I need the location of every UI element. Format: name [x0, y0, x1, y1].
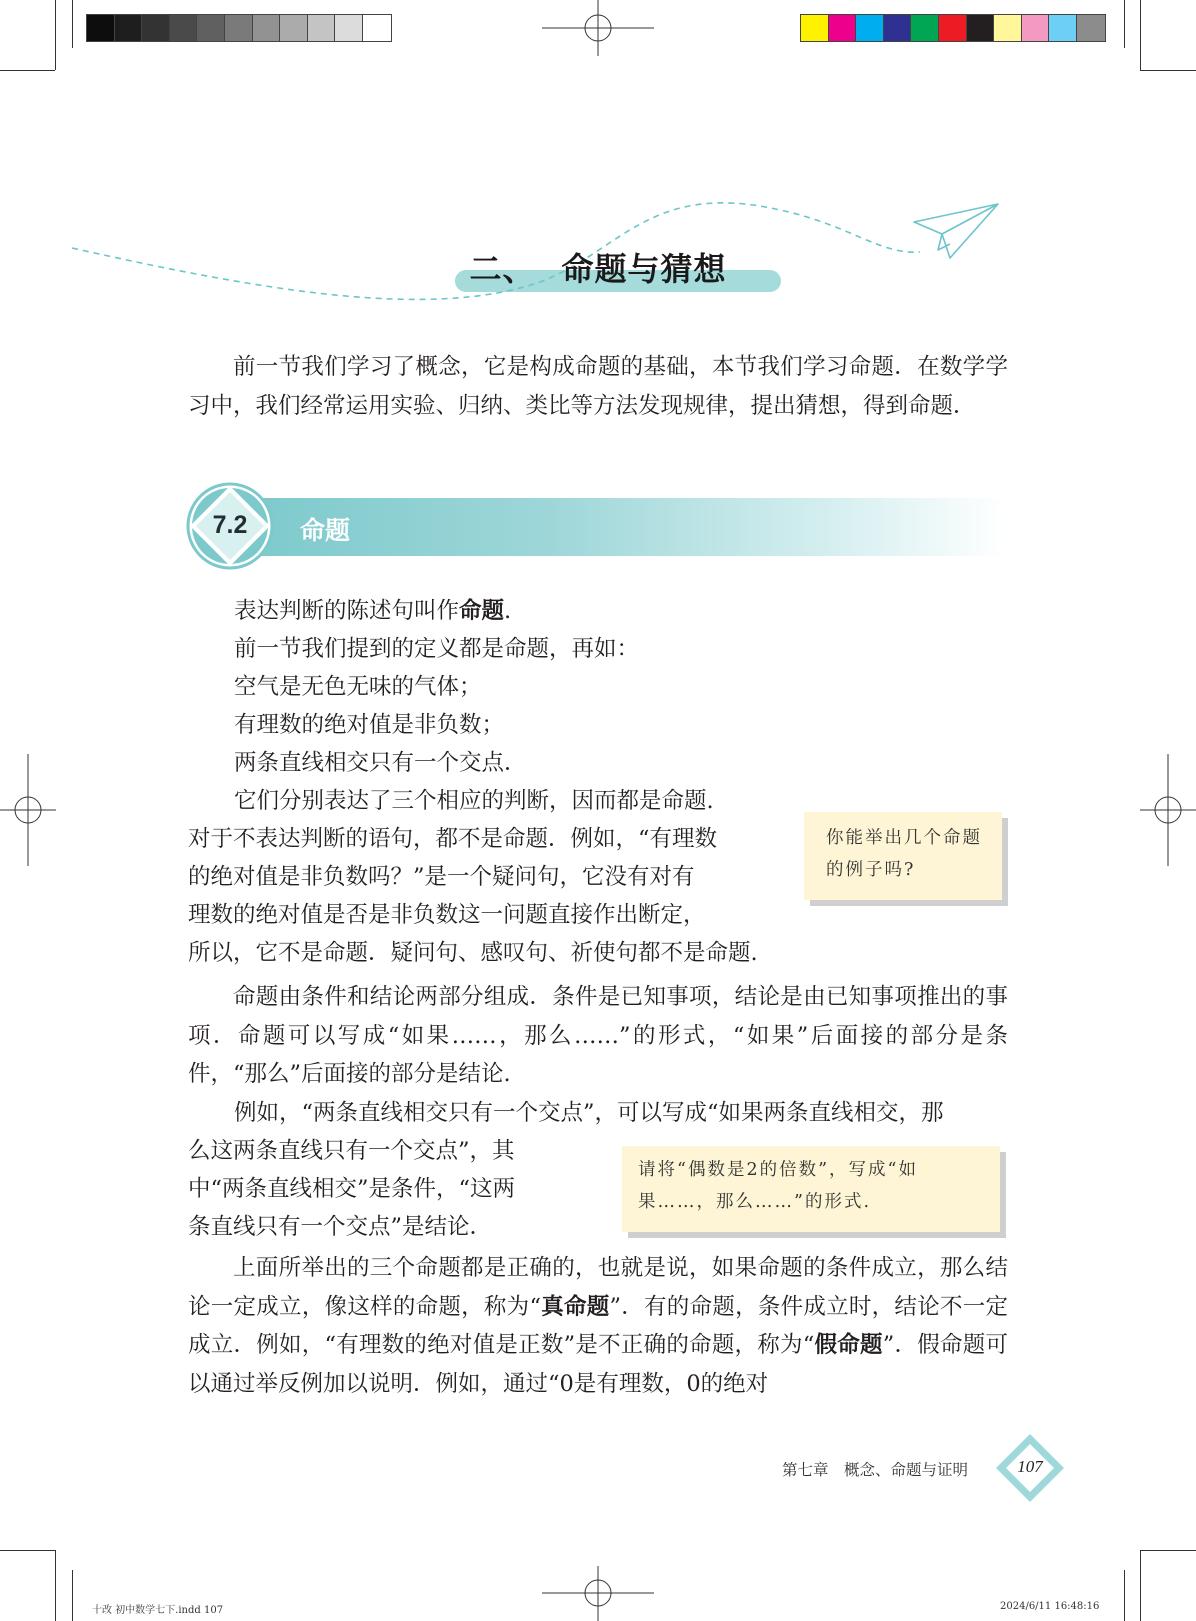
- color-swatch: [1049, 15, 1077, 41]
- gray-swatch: [308, 15, 336, 41]
- gray-swatch: [142, 15, 170, 41]
- side-note-2: 请将“偶数是2的倍数”，写成“如果……，那么……”的形式.: [622, 1146, 1000, 1232]
- lesson-banner: [236, 498, 1006, 556]
- file-slug: 十改 初中数学七下.indd 107: [92, 1605, 224, 1616]
- body-line-9: 理数的绝对值是否是非负数这一问题直接作出断定，: [188, 902, 706, 928]
- color-swatch: [801, 15, 829, 41]
- color-swatch: [939, 15, 967, 41]
- definition-end: .: [504, 598, 512, 624]
- gray-swatch: [197, 15, 225, 41]
- definition-text: 表达判断的陈述句叫作: [234, 598, 460, 624]
- body-line-15: 么这两条直线只有一个交点”，其: [188, 1138, 515, 1164]
- condition-conclusion-paragraph: 命题由条件和结论两部分组成．条件是已知事项，结论是由已知事项推出的事项．命题可以写成“如果……，那么……”的形式，“如果”后面接的部分是条件，“那么”后面接的部分是结论.: [188, 984, 1008, 1087]
- gray-swatch: [225, 15, 253, 41]
- section-title: 命题与猜想: [561, 250, 727, 288]
- example-1: 空气是无色无味的气体；: [234, 674, 482, 700]
- gray-swatch: [170, 15, 198, 41]
- body-line-2: 前一节我们提到的定义都是命题，再如：: [234, 636, 640, 662]
- color-swatch: [967, 15, 995, 41]
- definition-line: [234, 592, 511, 630]
- color-swatch: [994, 15, 1022, 41]
- gray-swatch: [363, 15, 391, 41]
- term-true-proposition: 真命题: [540, 1293, 610, 1320]
- paragraph-text-a: 上面所举出的三个命题都是正确的，也就是说，如果命题的条件成立，那么结论一定成立，像这样的命题，称为“: [188, 1255, 1008, 1320]
- intro-paragraph: 前一节我们学习了概念，它是构成命题的基础，本节我们学习命题．在数学学习中，我们经常运用实验、归纳、类比等方法发现规律，提出猜想，得到命题．: [188, 354, 1008, 419]
- gray-swatch: [87, 15, 115, 41]
- paragraph-text-c: ”．假命题可以通过举反例加以说明．例如，通过“0是有理数，0的绝对: [188, 1332, 1008, 1397]
- body-line-16: 中“两条直线相交”是条件，“这两: [188, 1176, 516, 1202]
- term-false-proposition: 假命题: [814, 1332, 883, 1358]
- gray-swatch: [253, 15, 281, 41]
- lesson-number: 7.2: [212, 511, 248, 539]
- color-swatch: [1022, 15, 1050, 41]
- date-slug: 2024/6/11 16:48:16: [1000, 1601, 1100, 1612]
- color-swatch: [856, 15, 884, 41]
- color-swatch: [884, 15, 912, 41]
- body-line-7: 对于不表达判断的语句，都不是命题．例如，“有理数: [188, 826, 718, 852]
- page-number: 107: [1017, 1457, 1043, 1476]
- section-number: 二、: [469, 250, 536, 288]
- color-calibration-bar: [800, 14, 1106, 42]
- body-line-17: 条直线只有一个交点”是结论．: [188, 1214, 493, 1240]
- body-line-8: 的绝对值是非负数吗？”是一个疑问句，它没有对有: [188, 864, 695, 890]
- section-heading: [0, 244, 1196, 290]
- example-3: 两条直线相交只有一个交点．: [234, 750, 527, 776]
- color-swatch: [829, 15, 857, 41]
- running-footer: 第七章 概念、命题与证明: [782, 1461, 969, 1479]
- lesson-title: 命题: [300, 516, 351, 545]
- color-swatch: [911, 15, 939, 41]
- true-false-proposition-paragraph: [188, 1249, 1008, 1403]
- gray-swatch: [280, 15, 308, 41]
- gray-swatch: [335, 15, 363, 41]
- body-line-14: 例如，“两条直线相交只有一个交点”，可以写成“如果两条直线相交，那: [234, 1100, 944, 1126]
- example-2: 有理数的绝对值是非负数；: [234, 712, 505, 738]
- color-swatch: [1077, 15, 1105, 41]
- side-note-1: 你能举出几个命题的例子吗?: [804, 812, 1002, 900]
- term-proposition: 命题: [459, 598, 505, 624]
- gray-swatch: [115, 15, 143, 41]
- paragraph-text-b: ”．有的命题，条件成立时，结论不一定成立．例如，“有理数的绝对值是正数”是不正确的命题，称为“: [188, 1293, 1008, 1358]
- grayscale-calibration-bar: [86, 14, 392, 42]
- body-line-10: 所以，它不是命题．疑问句、感叹句、祈使句都不是命题.: [188, 940, 758, 966]
- body-line-6: 它们分别表达了三个相应的判断，因而都是命题.: [234, 788, 714, 814]
